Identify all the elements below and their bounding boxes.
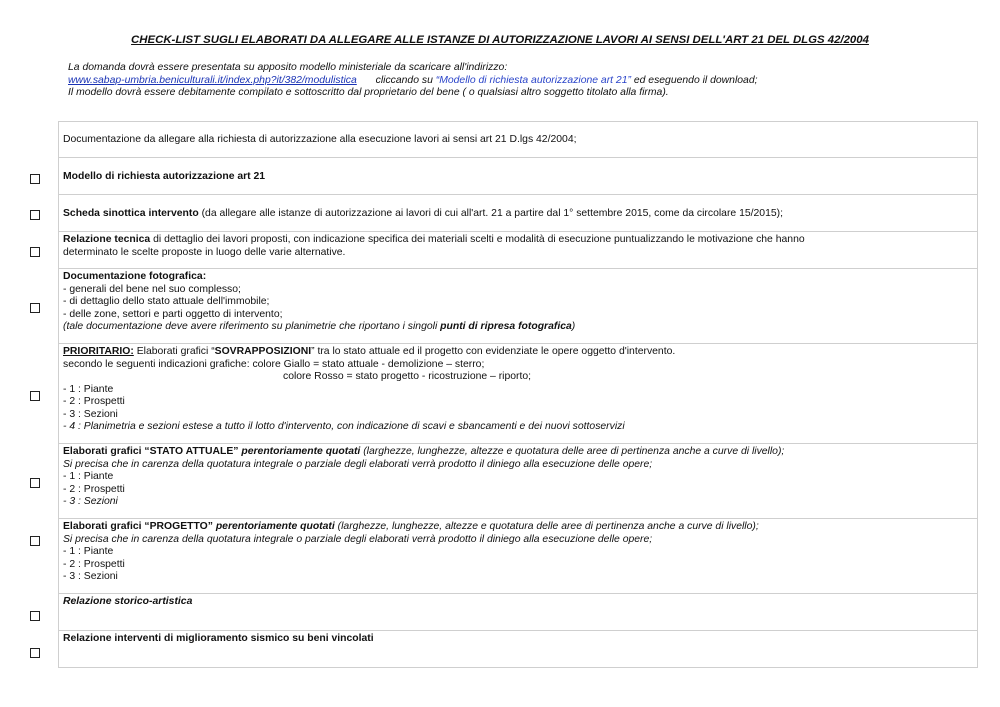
foto-note-bold: punti di ripresa fotografica [440, 321, 572, 332]
sa-rest: (larghezze, lunghezze, altezze e quotatura delle aree di pertinenza anche a curve di livello); [360, 446, 785, 457]
intro-line-1: La domanda dovrà essere presentata su apposito modello ministeriale da scaricare all'indirizzo: [68, 62, 508, 73]
intro-line-3: Il modello dovrà essere debitamente compilato e sottoscritto dal proprietario del bene ( o qualsiasi altro soggetto titolato alla firma). [68, 87, 669, 98]
download-link[interactable]: www.sabap-umbria.beniculturali.it/index.php?it/382/modulistica [68, 74, 357, 86]
row-stato-attuale [59, 444, 977, 519]
checkbox-stato-attuale[interactable] [30, 478, 40, 488]
row-scheda [59, 195, 977, 232]
checkbox-progetto[interactable] [30, 536, 40, 546]
storico-label: Relazione storico-artistica [63, 596, 193, 607]
checklist-table [58, 121, 978, 668]
checkbox-documentazione-fotografica[interactable] [30, 303, 40, 313]
sa-quotati: perentoriamente quotati [238, 446, 361, 457]
row-modello [59, 158, 977, 195]
row-relazione-tecnica [59, 232, 977, 269]
foto-item-2: - di dettaglio dello stato attuale dell'immobile; [63, 296, 270, 307]
checkbox-relazione-tecnica[interactable] [30, 247, 40, 257]
modello-label: Modello di richiesta autorizzazione art 21 [63, 170, 266, 182]
scheda-text: (da allegare alle istanze di autorizzazione ai lavori di cui all'art. 21 a partire dal 1° settembre 2015, come da circolare 15/2015); [198, 207, 783, 219]
prio-sovrapposizioni: SOVRAPPOSIZIONI [214, 346, 312, 357]
pr-rest: (larghezze, lunghezze, altezze e quotatura delle aree di pertinenza anche a curve di livello); [334, 521, 759, 532]
foto-note-end: ) [571, 321, 576, 332]
sismico-label: Relazione interventi di miglioramento sismico su beni vincolati [63, 633, 374, 644]
pr-line-5: - 3 : Sezioni [63, 571, 118, 582]
scheda-label: Scheda sinottica intervento [63, 207, 199, 219]
intro-paragraph [68, 62, 968, 100]
pr-quotati: perentoriamente quotati [212, 521, 335, 532]
table-header-row [59, 122, 977, 158]
checkbox-prioritario[interactable] [30, 391, 40, 401]
foto-title: Documentazione fotografica: [63, 271, 207, 282]
pr-line-4: - 2 : Prospetti [63, 558, 125, 570]
sa-line-2: Si precisa che in carenza della quotatura integrale o parziale degli elaborati verrà prodotto il diniego alla esecuzione delle opere; [63, 458, 653, 470]
header-text: Documentazione da allegare alla richiesta di autorizzazione alla esecuzione lavori ai sensi art 21 D.lgs 42/2004; [63, 134, 577, 146]
row-documentazione-fotografica [59, 269, 977, 344]
prio-line-5: - 2 : Prospetti [63, 396, 125, 407]
foto-note: (tale documentazione deve avere riferimento su planimetrie che riportano i singoli [63, 321, 441, 332]
sa-line-4: - 2 : Prospetti [63, 483, 125, 495]
prio-c: ” tra lo stato attuale ed il progetto con evidenziate le opere oggetto d'intervento. [311, 346, 676, 357]
sa-line-3: - 1 : Piante [63, 471, 114, 482]
prio-line-7: - 4 : Planimetria e sezioni estese a tutto il lotto d'intervento, con indicazione di scavi e sbancamenti e dei nuovi sottoservizi [63, 421, 625, 432]
prio-a: Elaborati grafici “ [133, 346, 215, 357]
checkbox-scheda[interactable] [30, 210, 40, 220]
sa-line-5: - 3 : Sezioni [63, 496, 118, 507]
relazione-label: Relazione tecnica [63, 234, 151, 245]
prio-line-2: secondo le seguenti indicazioni grafiche: colore Giallo = stato attuale - demolizione – sterro; [63, 358, 485, 370]
foto-item-1: - generali del bene nel suo complesso; [63, 283, 241, 295]
relazione-text-2: determinato le scelte proposte in luogo delle varie alternative. [63, 246, 346, 258]
checkbox-storico[interactable] [30, 611, 40, 621]
intro-line-2 [68, 75, 968, 88]
document-title: CHECK-LIST SUGLI ELABORATI DA ALLEGARE ALLE ISTANZE DI AUTORIZZAZIONE LAVORI AI SENSI DELL'ART 21 DEL DLGS 42/2004 [131, 34, 869, 46]
prio-line-3: colore Rosso = stato progetto - ricostruzione – riporto; [283, 371, 532, 382]
intro-model-quote: “Modello di richiesta autorizzazione art 21” [435, 74, 631, 86]
pr-line-2: Si precisa che in carenza della quotatura integrale o parziale degli elaborati verrà prodotto il diniego alla esecuzione delle opere; [63, 533, 653, 545]
foto-item-3: - delle zone, settori e parti oggetto di intervento; [63, 308, 283, 320]
prio-line-6: - 3 : Sezioni [63, 408, 118, 420]
row-progetto [59, 519, 977, 594]
intro-cliccando: cliccando su [375, 74, 433, 86]
relazione-text-1: di dettaglio dei lavori proposti, con indicazione specifica dei materiali scelti e modalità di esecuzione puntualizzando le motivazione che hanno [150, 234, 805, 245]
intro-download: ed eseguendo il download; [633, 74, 758, 86]
sa-label: Elaborati grafici “STATO ATTUALE” [63, 446, 239, 457]
prio-line-4: - 1 : Piante [63, 383, 114, 395]
row-storico [59, 594, 977, 631]
pr-line-3: - 1 : Piante [63, 546, 114, 557]
checkbox-sismico[interactable] [30, 648, 40, 658]
pr-label: Elaborati grafici “PROGETTO” [63, 521, 213, 532]
row-prioritario [59, 344, 977, 444]
prioritario-label: PRIORITARIO: [63, 346, 134, 357]
row-sismico [59, 631, 977, 668]
checkbox-modello[interactable] [30, 174, 40, 184]
